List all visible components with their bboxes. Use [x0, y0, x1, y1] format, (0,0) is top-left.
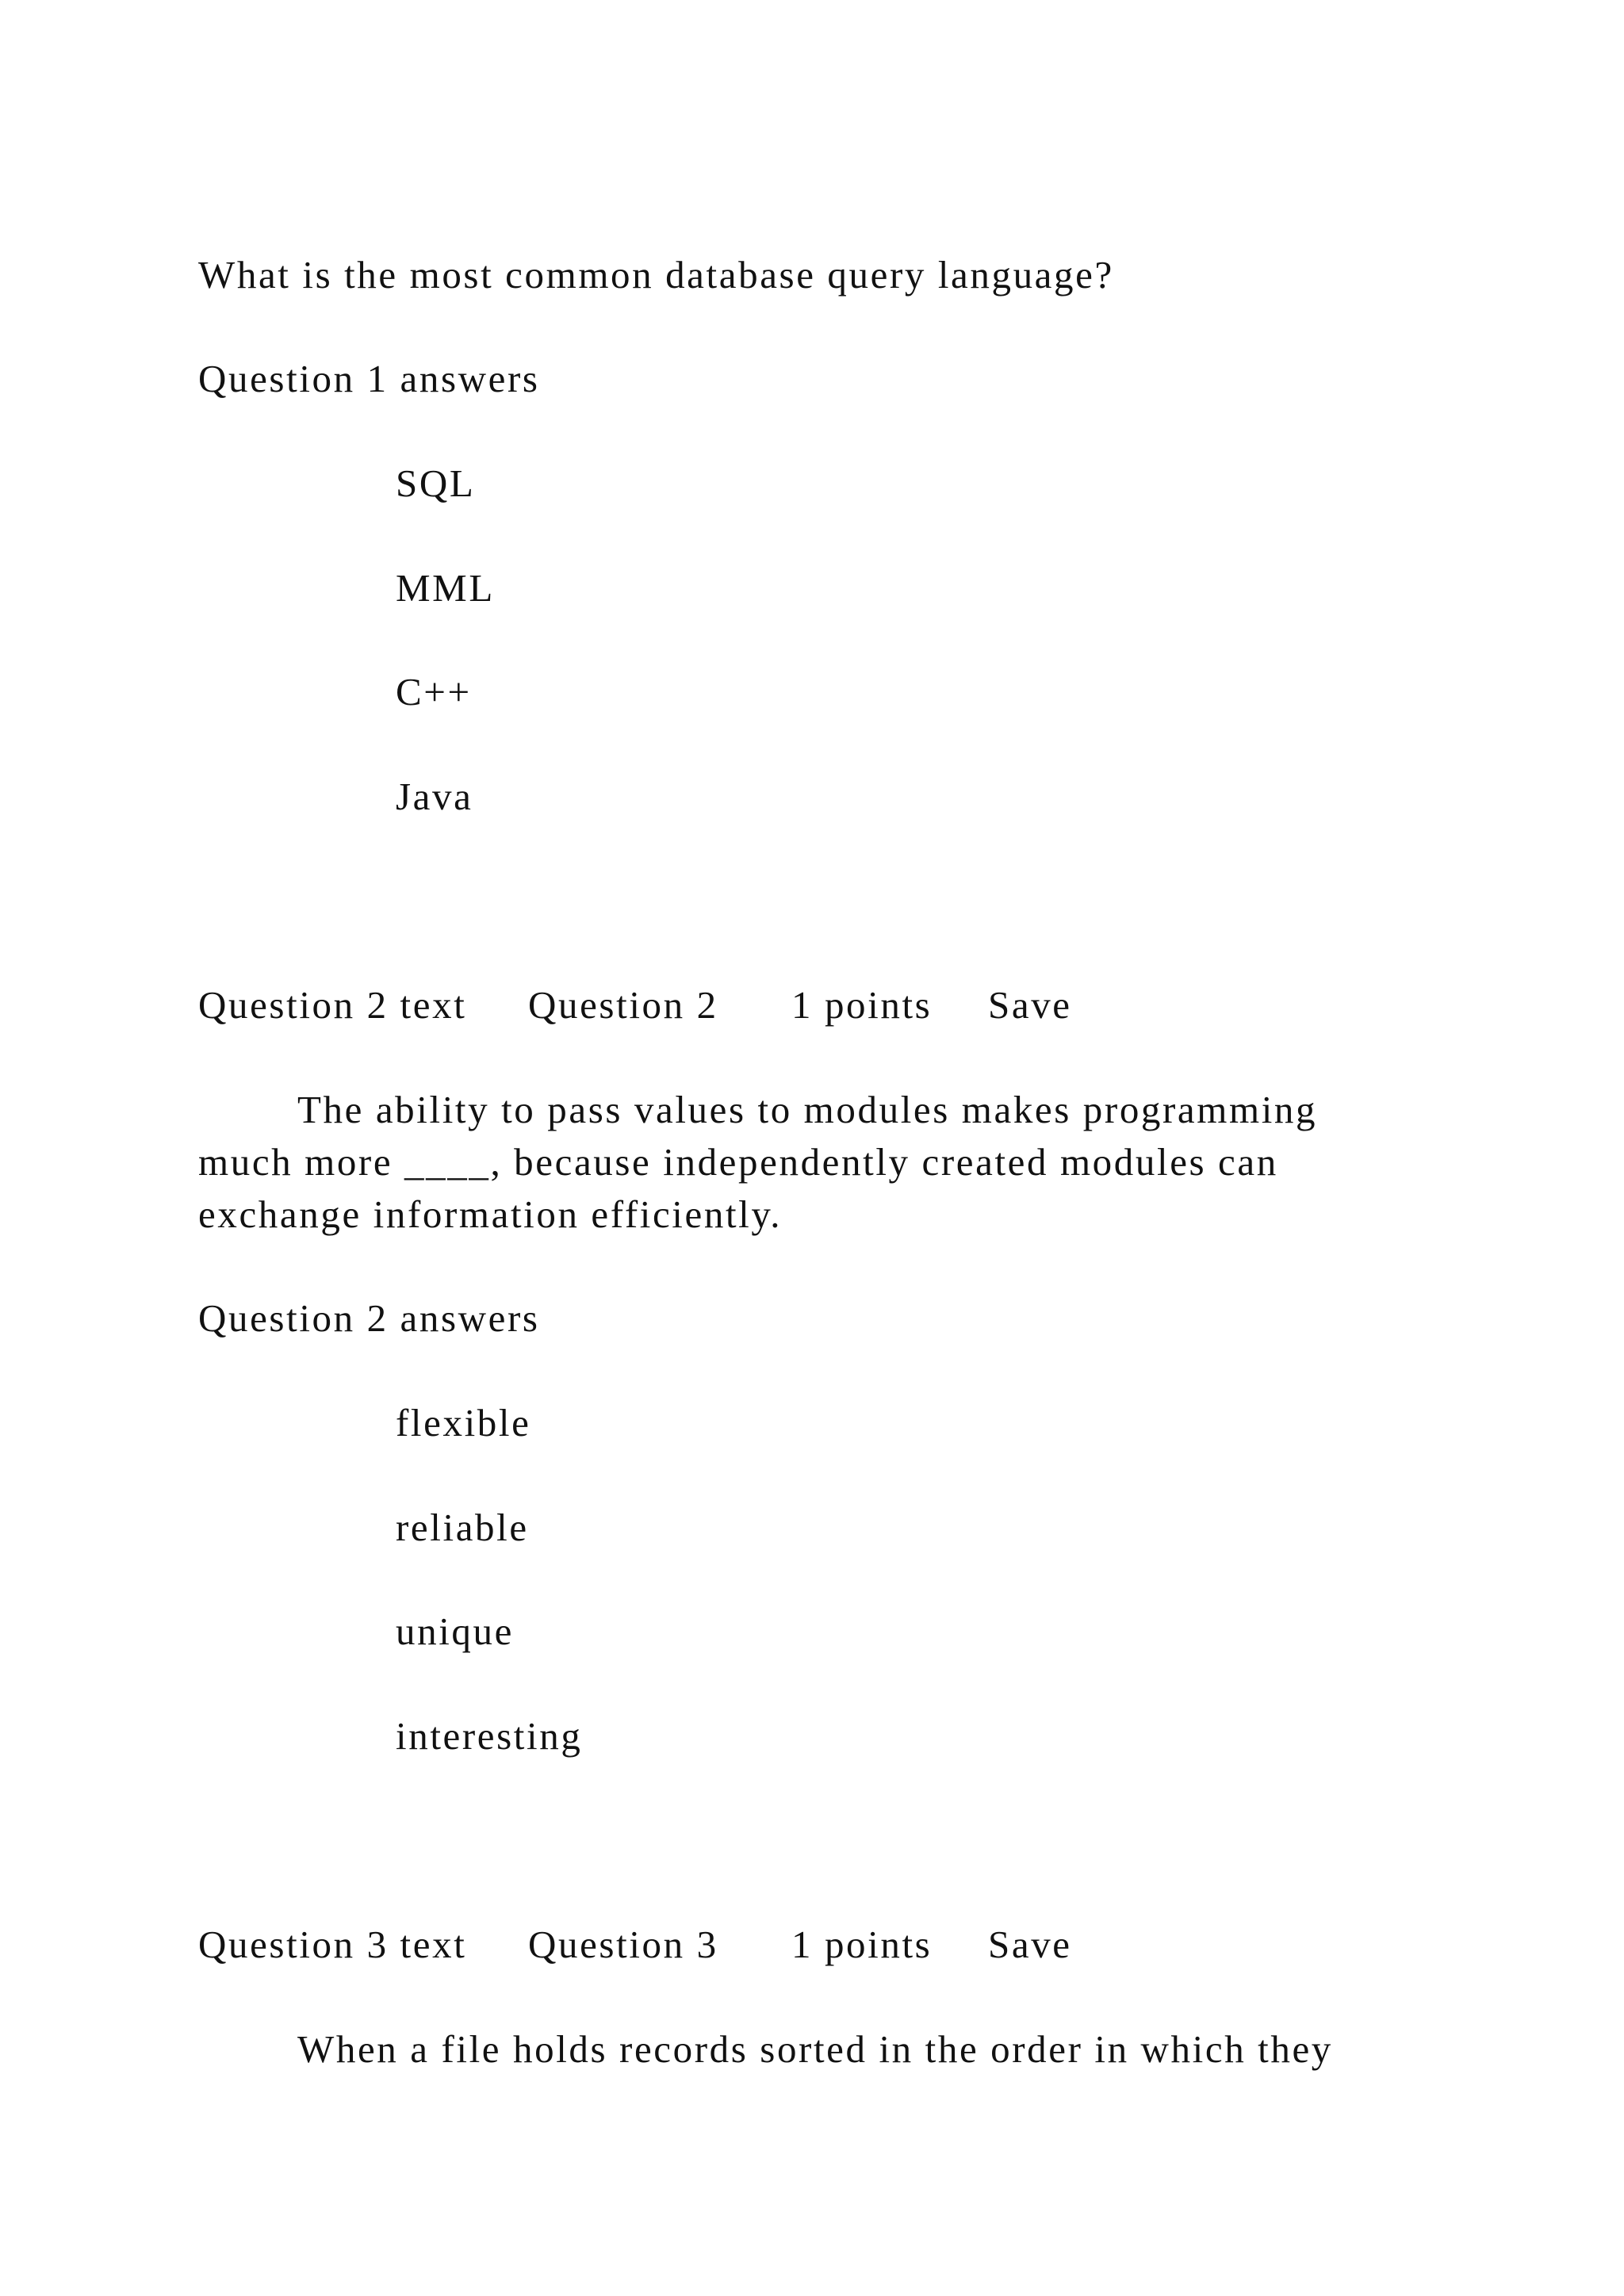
question-2-save-button[interactable]: Save: [988, 983, 1072, 1027]
question-3-points: 1 points: [791, 1923, 933, 1966]
question-2-points: 1 points: [791, 983, 933, 1027]
question-3-body-line-1: When a file holds records sorted in the order in which they: [297, 2027, 1333, 2071]
question-1-answer-4[interactable]: Java: [396, 775, 473, 818]
question-3-text-label: Question 3 text: [198, 1923, 467, 1966]
question-3-number-label: Question 3: [528, 1923, 718, 1966]
question-1-answers-label: Question 1 answers: [198, 357, 540, 400]
question-1-answer-1[interactable]: SQL: [396, 461, 476, 505]
question-2-text-label: Question 2 text: [198, 983, 467, 1027]
question-2-answer-2[interactable]: reliable: [396, 1506, 529, 1549]
question-2-number-label: Question 2: [528, 983, 718, 1027]
question-2-answer-4[interactable]: interesting: [396, 1714, 583, 1758]
question-1-answer-3[interactable]: C++: [396, 670, 472, 714]
question-2-answers-label: Question 2 answers: [198, 1296, 540, 1340]
question-2-body-line-3: exchange information efficiently.: [198, 1192, 783, 1236]
question-2-body-line-1: The ability to pass values to modules makes programming: [297, 1088, 1318, 1131]
question-1-text: What is the most common database query language?: [198, 253, 1114, 297]
question-2-body-line-2: much more ____, because independently created modules can: [198, 1140, 1278, 1184]
question-2-answer-3[interactable]: unique: [396, 1609, 514, 1653]
question-1-answer-2[interactable]: MML: [396, 566, 495, 610]
question-2-answer-1[interactable]: flexible: [396, 1401, 531, 1445]
question-3-save-button[interactable]: Save: [988, 1923, 1072, 1966]
